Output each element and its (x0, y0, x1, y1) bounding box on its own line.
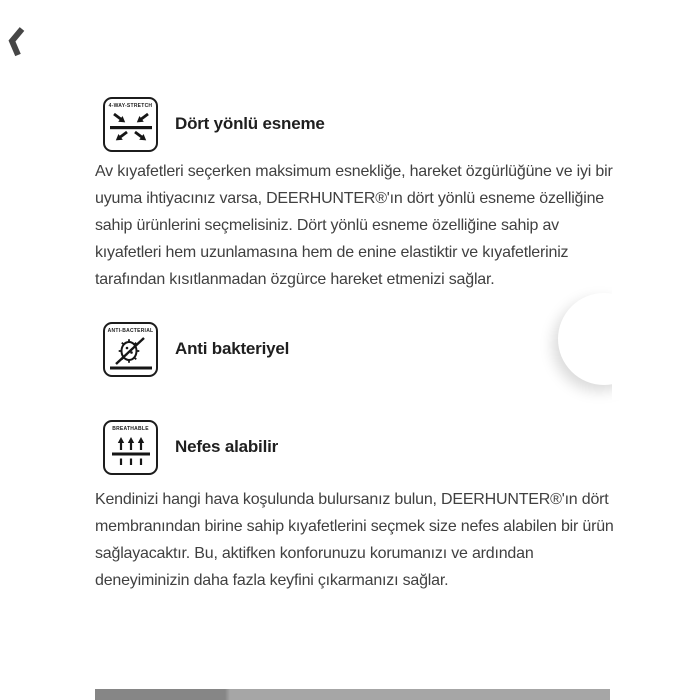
four-way-stretch-glyph (108, 111, 154, 145)
four-way-stretch-icon (103, 97, 158, 152)
feature-row-anti-bacterial (103, 321, 289, 377)
breathable-icon (103, 420, 158, 475)
body-paragraph-stretch: Av kıyafetleri seçerken maksimum esnekliğe, hareket özgürlüğüne ve iyi bir uyuma ihtiyacınız varsa, DEERHUNTER®'ın dört yönlü esneme özelliğine sahip ürünlerini seçmelisiniz. Dört yönlü esneme özelliğine sahip av kıyafetleri hem uzunlamasına hem de enine elastiktir ve kıyafetleriniz tarafından kısıtlanmadan özgürce hareket etmenizi sağlar. (95, 163, 613, 288)
feature-title-breathable: Nefes alabilir (175, 437, 279, 456)
anti-bacterial-icon-label: ANTI-BACTERIAL (107, 327, 154, 334)
breathable-glyph (108, 434, 154, 468)
anti-bacterial-glyph (108, 336, 154, 370)
feature-row-4-way-stretch (103, 96, 325, 152)
next-section-crop-bar (95, 689, 610, 700)
breathable-icon-label: BREATHABLE (112, 425, 149, 432)
feature-row-breathable (103, 419, 278, 475)
body-paragraph-breathable: Kendinizi hangi hava koşulunda bulursanız bulun, DEERHUNTER®'ın dört membranından birine sahip kıyafetlerini seçmek size nefes alabilen bir ürün sağlayacaktır. Bu, aktifken konforunuzu korumanızı ve ardından deneyiminizin daha fazla keyfini çıkarmanızı sağlar. (95, 491, 614, 589)
corner-crop-mark (7, 27, 25, 57)
anti-bacterial-icon (103, 322, 158, 377)
feature-title-anti-bacterial: Anti bakteriyel (175, 339, 290, 358)
shadow-arc-fade (612, 280, 700, 400)
four-way-stretch-icon-label: 4-WAY-STRETCH (108, 102, 153, 109)
feature-title-4-way-stretch: Dört yönlü esneme (175, 114, 325, 133)
